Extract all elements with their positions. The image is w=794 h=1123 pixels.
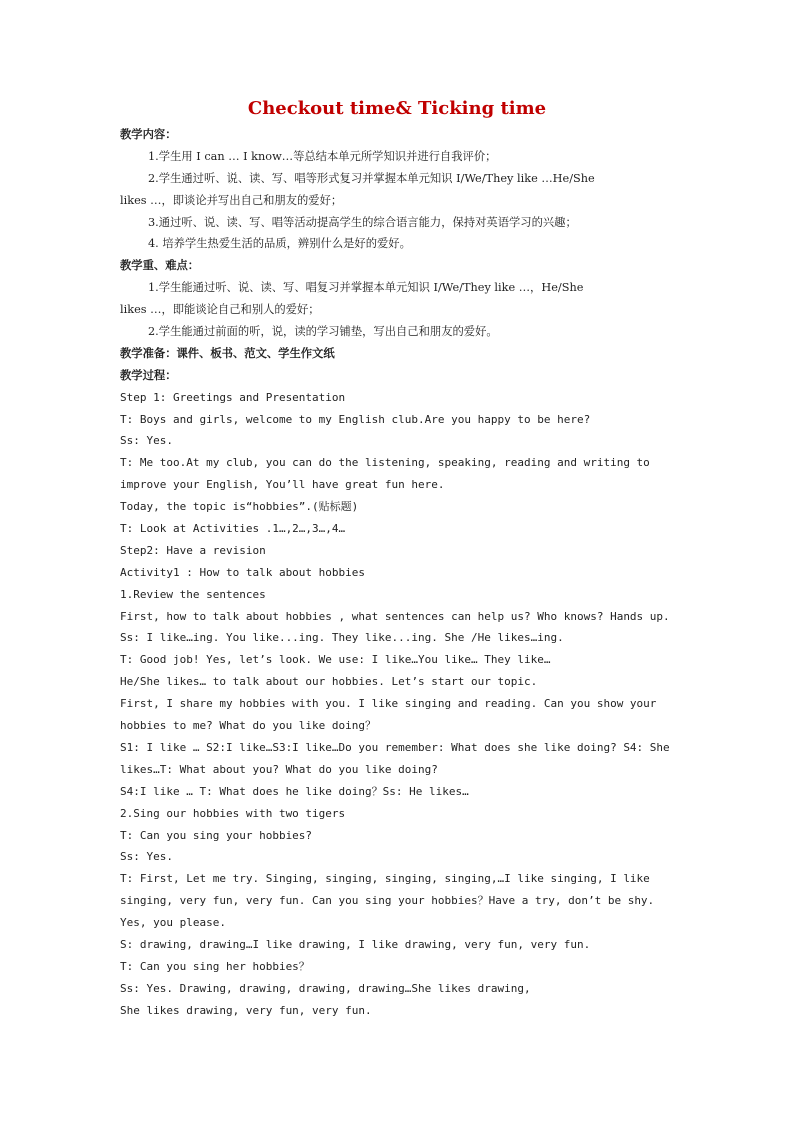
text-line: T: Look at Activities .1…,2…,3…,4… [120,522,346,536]
text-line: Step 1: Greetings and Presentation [120,390,346,404]
text-line: likes…T: What about you? What do you like doing? [120,762,438,776]
text-line: T: Good job! Yes, let’s look. We use: I like…You like… They like… [120,653,551,667]
text-line: Yes, you please. [120,916,226,930]
text-line: 2.学生通过听、说、读、写、唱等形式复习并掌握本单元知识 I/We/They like …He/She [148,171,595,185]
text-line: T: First, Let me try. Singing, singing, singing, singing,…I like singing, I like [120,872,650,886]
text-line: 教学内容： [120,127,177,141]
text-line: 1.学生用 I can … I know…等总结本单元所学知识并进行自我评价； [148,149,497,163]
text-line: T: Can you sing her hobbies？ [120,959,310,973]
page-title: Checkout time& Ticking time [247,98,547,119]
text-line: hobbies to me? What do you like doing？ [120,719,377,733]
text-line: First, how to talk about hobbies , what sentences can help us? Who knows? Hands up. [120,609,670,623]
text-line: She likes drawing, very fun, very fun. [120,1003,372,1017]
text-line: Ss: Yes. Drawing, drawing, drawing, drawing…She likes drawing, [120,981,531,995]
text-line: T: Me too.At my club, you can do the listening, speaking, reading and writing to [120,456,650,470]
text-line: First, I share my hobbies with you. I like singing and reading. Can you show your [120,697,657,711]
text-line: 3.通过听、说、读、写、唱等活动提高学生的综合语言能力，保持对英语学习的兴趣； [148,215,577,229]
text-line: Step2: Have a revision [120,543,266,557]
text-line: T: Boys and girls, welcome to my English club.Are you happy to be here? [120,412,591,426]
text-line: likes …，即能谈论自己和别人的爱好； [120,303,320,317]
text-line: 教学过程： [120,367,177,382]
text-line: 1.Review the sentences [120,587,266,601]
text-line: Activity1 : How to talk about hobbies [120,565,366,579]
text-line: 2.学生能通过前面的听，说，读的学习铺垫，写出自己和朋友的爱好。 [148,325,498,339]
text-line: 教学准备：课件、板书、范文、学生作文纸 [120,345,335,360]
text-line: 1.学生能通过听、说、读、写、唱复习并掌握本单元知识 I/We/They like …，He/She [148,281,584,295]
text-line: Ss: Yes. [120,850,173,864]
text-line: S: drawing, drawing…I like drawing, I like drawing, very fun, very fun. [120,937,591,951]
text-line: He/She likes… to talk about our hobbies. Let’s start our topic. [120,675,538,689]
text-line: Ss: I like…ing. You like...ing. They like...ing. She /He likes…ing. [120,631,564,645]
text-line: Ss: Yes. [120,434,173,448]
document-body [120,124,676,1022]
text-line: improve your English, You’ll have great fun here. [120,478,445,492]
text-line: T: Can you sing your hobbies? [120,828,313,842]
text-line: 4. 培养学生热爱生活的品质，辨别什么是好的爱好。 [148,237,411,251]
text-line: likes …，即谈论并写出自己和朋友的爱好； [120,193,343,207]
text-line: S4:I like … T: What does he like doing？Ss: He likes… [120,784,469,798]
text-line: 教学重、难点： [120,258,200,273]
text-line: singing, very fun, very fun. Can you sing your hobbies？Have a try, don’t be shy. [120,894,655,908]
text-line: 2.Sing our hobbies with two tigers [120,806,346,820]
text-line: Today, the topic is“hobbies”.(贴标题) [120,500,359,514]
text-line: S1: I like … S2:I like…S3:I like…Do you remember: What does she like doing? S4: She [120,740,670,754]
